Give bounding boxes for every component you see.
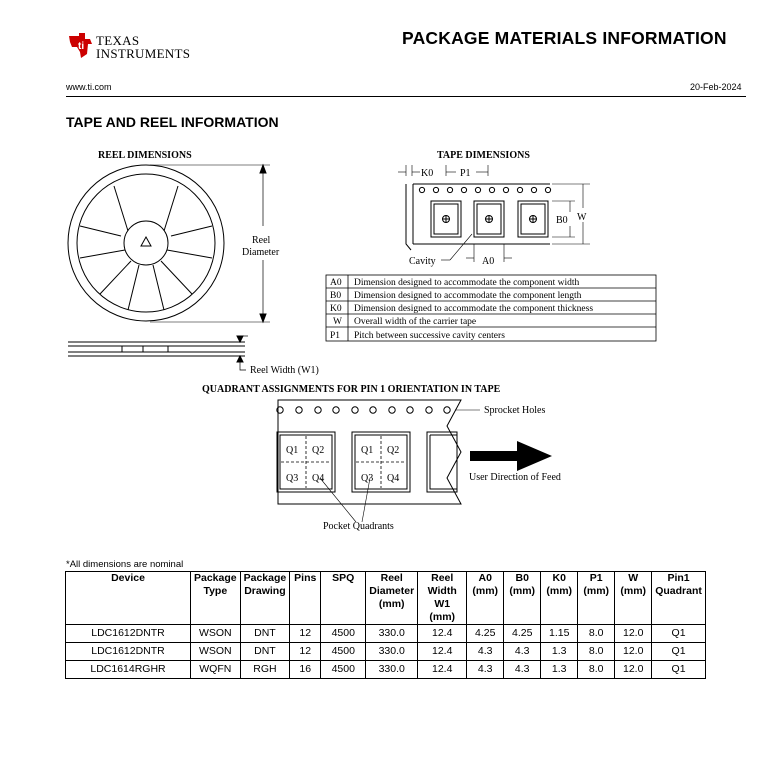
cell-pin1-quadrant: Q1 — [652, 661, 706, 679]
table-row — [66, 661, 706, 679]
ti-logo — [66, 30, 206, 64]
table-header-row — [66, 572, 706, 625]
legend-code: K0 — [330, 304, 342, 314]
cell-reel-width: 12.4 — [418, 661, 467, 679]
tape-a0-label: A0 — [482, 256, 495, 267]
tape-drawing — [398, 165, 590, 262]
nominal-note: *All dimensions are nominal — [66, 559, 184, 570]
cell-pins: 16 — [290, 661, 321, 679]
table-row — [66, 643, 706, 661]
q2-left: Q2 — [312, 445, 325, 456]
tape-legend-rows — [330, 278, 593, 341]
quadrant-title: QUADRANT ASSIGNMENTS FOR PIN 1 ORIENTATION IN TAPE — [202, 384, 501, 395]
cell-pins: 12 — [290, 643, 321, 661]
cell-package-drawing: DNT — [240, 643, 290, 661]
cell-package-drawing: RGH — [240, 661, 290, 679]
col-k0: K0 (mm) — [541, 572, 578, 625]
feed-direction-arrow-icon — [470, 441, 552, 471]
tape-cavity-label: Cavity — [409, 256, 436, 267]
cell-package-drawing: DNT — [240, 625, 290, 643]
reel-hub-icon — [141, 237, 151, 246]
col-reel-diameter: Reel Diameter (mm) — [366, 572, 418, 625]
dimensions-table — [65, 571, 706, 679]
svg-text:ti: ti — [78, 41, 85, 52]
col-a0: A0 (mm) — [467, 572, 504, 625]
col-pin1-quadrant: Pin1 Quadrant — [652, 572, 706, 625]
reel-spokes — [80, 186, 212, 310]
reel-dimensions-title: REEL DIMENSIONS — [98, 150, 192, 161]
feed-direction-label: User Direction of Feed — [469, 472, 561, 483]
cell-package-type: WSON — [191, 643, 241, 661]
document-date: 20-Feb-2024 — [690, 82, 742, 92]
legend-code: B0 — [330, 291, 342, 301]
cell-p1: 8.0 — [578, 643, 615, 661]
cell-a0: 4.3 — [467, 661, 504, 679]
q2-right: Q2 — [387, 445, 400, 456]
tape-p1-label: P1 — [460, 168, 471, 179]
cell-k0: 1.3 — [541, 643, 578, 661]
sprocket-holes-label: Sprocket Holes — [484, 405, 546, 416]
quadrant-sprocket-holes — [277, 407, 450, 413]
col-package-type: Package Type — [191, 572, 241, 625]
cell-w: 12.0 — [615, 661, 652, 679]
tape-reel-diagrams — [0, 140, 783, 560]
cell-pins: 12 — [290, 625, 321, 643]
table-row — [66, 625, 706, 643]
legend-code: P1 — [330, 331, 341, 341]
cell-k0: 1.15 — [541, 625, 578, 643]
cell-w: 12.0 — [615, 625, 652, 643]
cell-k0: 1.3 — [541, 661, 578, 679]
q1-right: Q1 — [361, 445, 374, 456]
cell-p1: 8.0 — [578, 625, 615, 643]
reel-diameter-label-2: Diameter — [242, 247, 280, 258]
col-package-drawing: Package Drawing — [240, 572, 290, 625]
col-pins: Pins — [290, 572, 321, 625]
col-reel-width: Reel Width W1 (mm) — [418, 572, 467, 625]
cell-w: 12.0 — [615, 643, 652, 661]
cell-spq: 4500 — [321, 625, 366, 643]
reel-diameter-label-1: Reel — [252, 235, 271, 246]
cell-a0: 4.25 — [467, 625, 504, 643]
cell-device: LDC1614RGHR — [66, 661, 191, 679]
legend-desc: Dimension designed to accommodate the component width — [354, 278, 580, 288]
cell-reel-width: 12.4 — [418, 625, 467, 643]
logo-line-2: INSTRUMENTS — [96, 46, 191, 61]
cell-pin1-quadrant: Q1 — [652, 643, 706, 661]
cell-reel-width: 12.4 — [418, 643, 467, 661]
cell-device: LDC1612DNTR — [66, 643, 191, 661]
tape-sprocket-holes — [419, 187, 550, 192]
cell-spq: 4500 — [321, 643, 366, 661]
cell-package-type: WSON — [191, 625, 241, 643]
cell-package-type: WQFN — [191, 661, 241, 679]
tape-w-label: W — [577, 212, 587, 223]
ti-logo-mark-icon — [66, 30, 96, 60]
reel-width-label: Reel Width (W1) — [250, 365, 319, 376]
cell-reel-diameter: 330.0 — [366, 661, 418, 679]
cell-b0: 4.25 — [504, 625, 541, 643]
tape-b0-label: B0 — [556, 215, 568, 226]
legend-desc: Dimension designed to accommodate the component thickness — [354, 304, 594, 314]
cell-reel-diameter: 330.0 — [366, 625, 418, 643]
cell-reel-diameter: 330.0 — [366, 643, 418, 661]
q1-left: Q1 — [286, 445, 299, 456]
cell-p1: 8.0 — [578, 661, 615, 679]
pocket-quadrants-label: Pocket Quadrants — [323, 521, 394, 532]
legend-desc: Dimension designed to accommodate the component length — [354, 291, 582, 301]
logo-line-1: TEXAS — [96, 33, 140, 48]
section-title: TAPE AND REEL INFORMATION — [66, 114, 279, 130]
q4-right: Q4 — [387, 473, 400, 484]
cell-b0: 4.3 — [504, 643, 541, 661]
quadrant-tape-drawing — [277, 400, 480, 522]
cell-pin1-quadrant: Q1 — [652, 625, 706, 643]
reel-drawing — [68, 165, 270, 370]
cell-device: LDC1612DNTR — [66, 625, 191, 643]
col-p1: P1 (mm) — [578, 572, 615, 625]
q3-left: Q3 — [286, 473, 299, 484]
q3-right: Q3 — [361, 473, 374, 484]
legend-desc: Overall width of the carrier tape — [354, 317, 477, 327]
col-b0: B0 (mm) — [504, 572, 541, 625]
tape-k0-label: K0 — [421, 168, 434, 179]
page-title: PACKAGE MATERIALS INFORMATION — [402, 28, 727, 48]
cell-b0: 4.3 — [504, 661, 541, 679]
col-device: Device — [66, 572, 191, 625]
cell-a0: 4.3 — [467, 643, 504, 661]
legend-desc: Pitch between successive cavity centers — [354, 331, 505, 341]
header-divider — [66, 96, 746, 97]
legend-code: A0 — [330, 278, 342, 288]
col-spq: SPQ — [321, 572, 366, 625]
q4-left: Q4 — [312, 473, 325, 484]
site-url[interactable]: www.ti.com — [66, 82, 112, 92]
col-w: W (mm) — [615, 572, 652, 625]
cell-spq: 4500 — [321, 661, 366, 679]
tape-dimensions-title: TAPE DIMENSIONS — [437, 150, 530, 161]
legend-code: W — [333, 317, 342, 327]
